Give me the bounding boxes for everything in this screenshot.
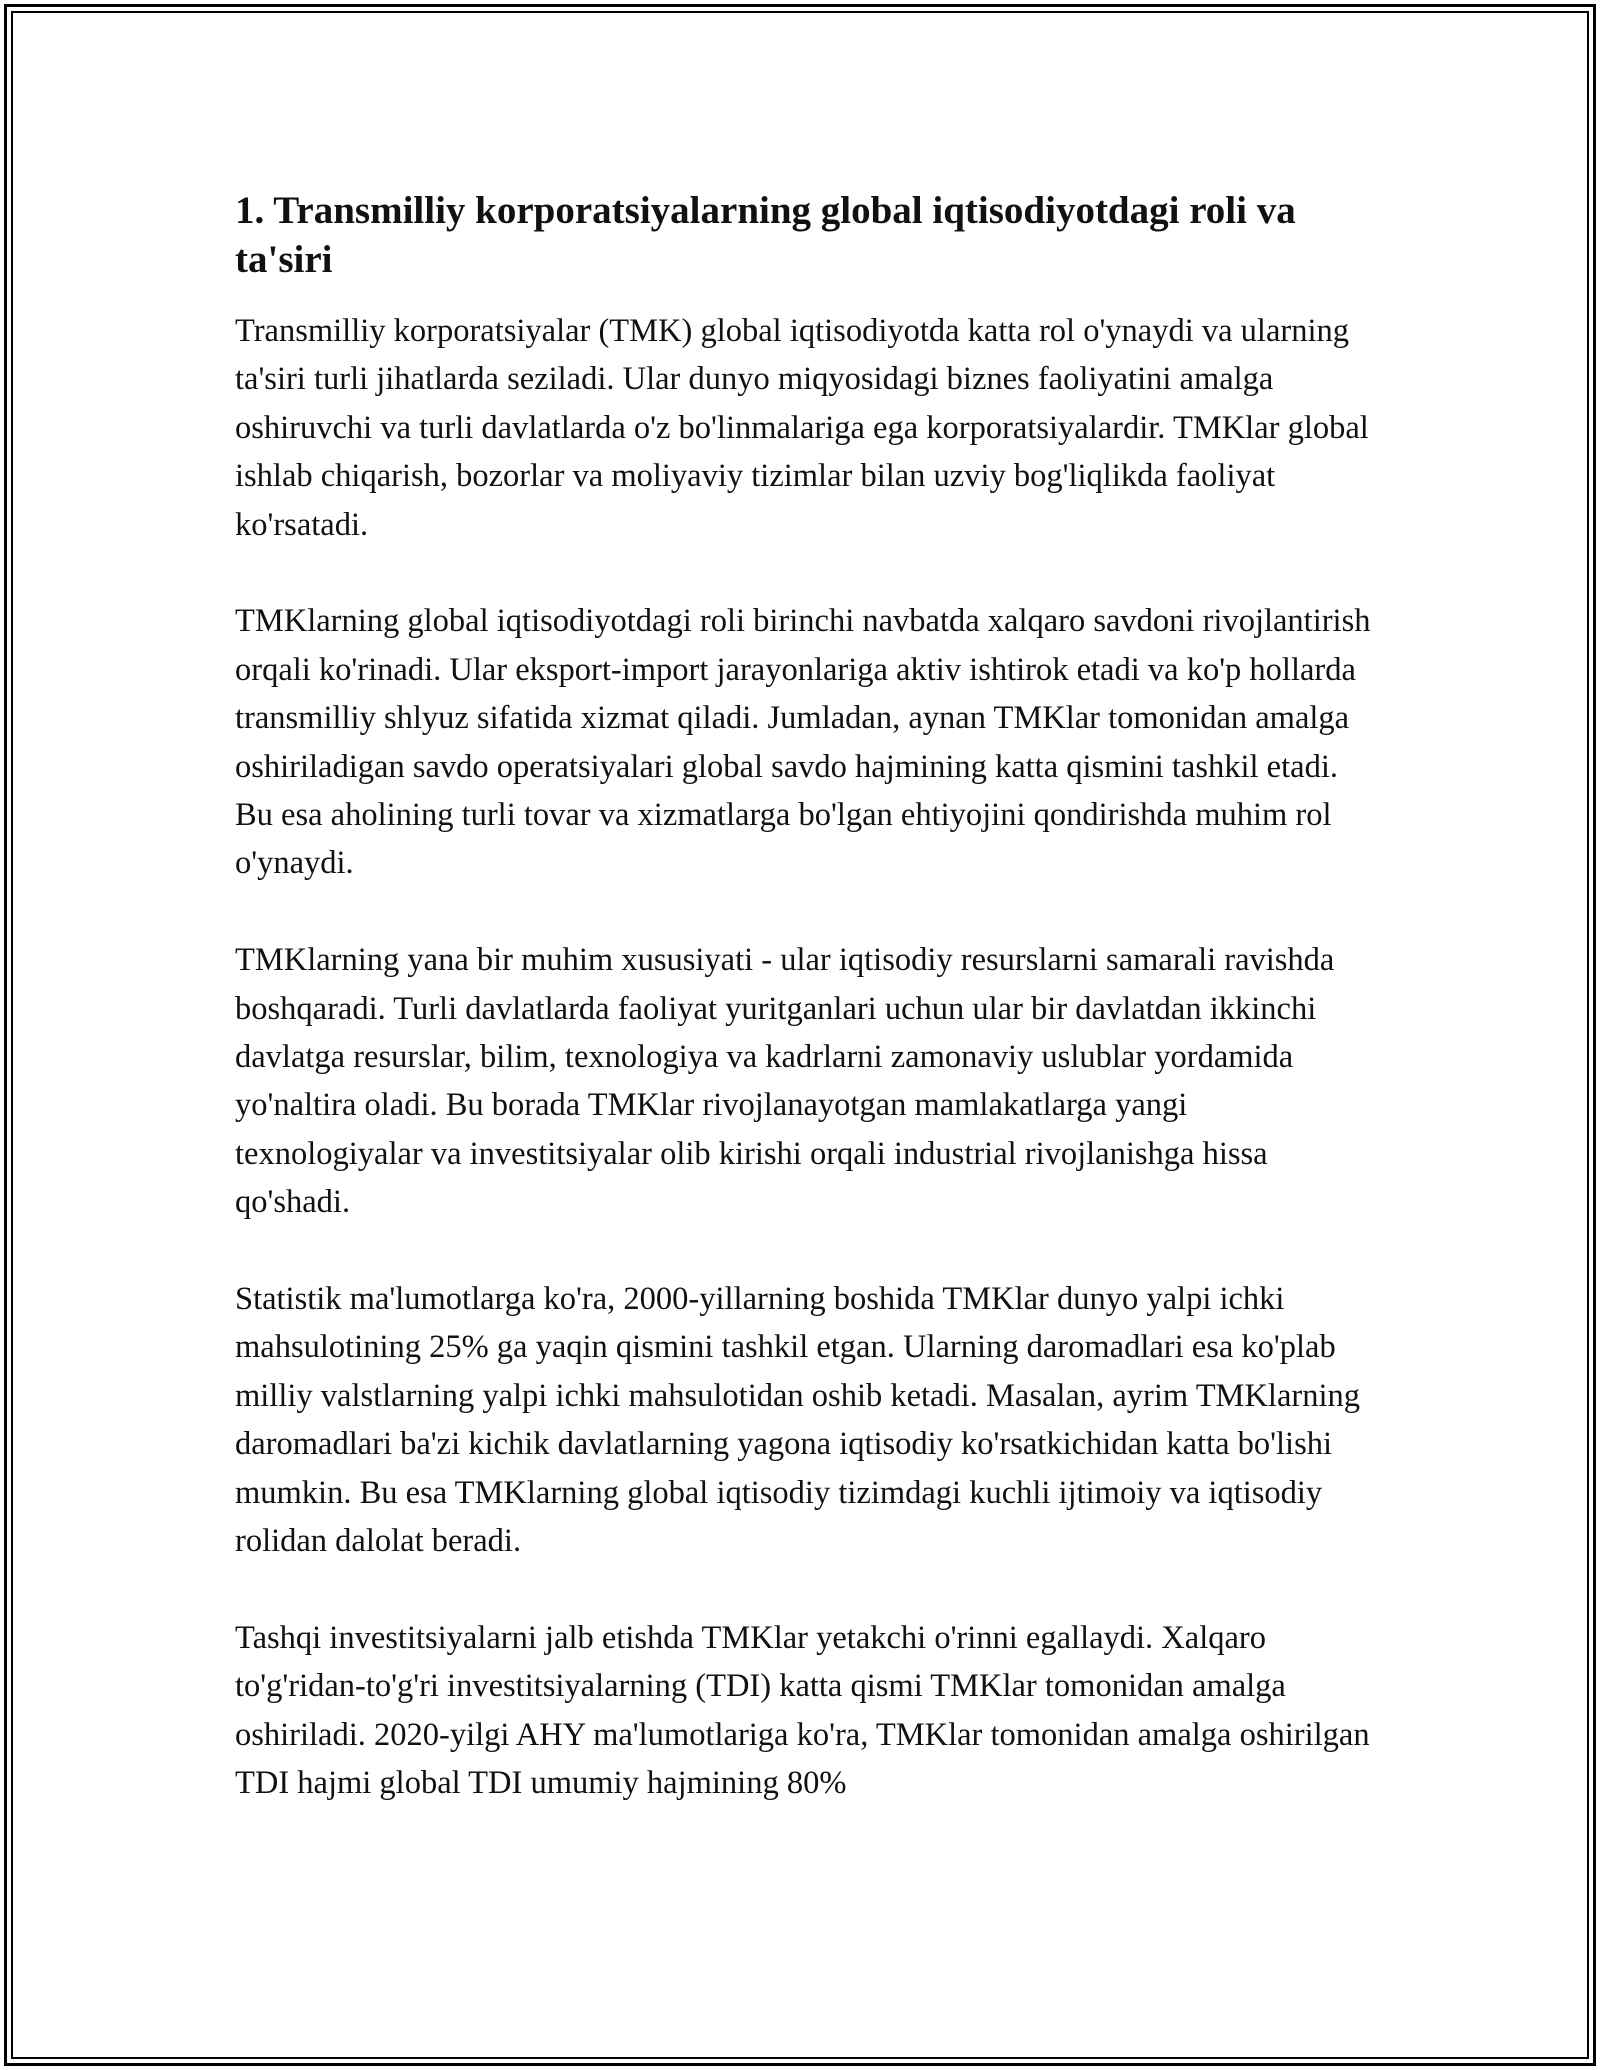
paragraph-1: Transmilliy korporatsiyalar (TMK) global iqtisodiyotda katta rol o'ynaydi va ularning ta'siri turli jihatlarda seziladi. Ular dunyo miqyosidagi biznes faoliyatini amalga oshiruvchi va turli davlatlarda o'z bo'linmalariga ega korporatsiyalardir. TMKlar global ishlab chiqarish, bozorlar va moliyaviy tizimlar bilan uzviy bog'liqlikda faoliyat ko'rsatadi. <box>235 313 1369 543</box>
section-heading: 1. Transmilliy korporatsiyalarning global iqtisodiyotdagi roli va ta'siri <box>235 189 1296 281</box>
paragraph-2: TMKlarning global iqtisodiyotdagi roli birinchi navbatda xalqaro savdoni rivojlantirish orqali ko'rinadi. Ular eksport-import jarayonlariga aktiv ishtirok etadi va ko'p hollarda transmilliy shlyuz sifatida xizmat qiladi. Jumladan, aynan TMKlar tomonidan amalga oshiriladigan savdo operatsiyalari global savdo hajmining katta qismini tashkil etadi. Bu esa aholining turli tovar va xizmatlarga bo'lgan ehtiyojini qondirishda muhim rol o'ynaydi. <box>235 603 1371 882</box>
paragraph-4: Statistik ma'lumotlarga ko'ra, 2000-yillarning boshida TMKlar dunyo yalpi ichki mahsulotining 25% ga yaqin qismini tashkil etgan. Ularning daromadlari esa ko'plab milliy valstlarning yalpi ichki mahsulotidan oshib ketadi. Masalan, ayrim TMKlarning daromadlari ba'zi kichik davlatlarning yagona iqtisodiy ko'rsatkichidan katta bo'lishi mumkin. Bu esa TMKlarning global iqtisodiy tizimdagi kuchli ijtimoiy va iqtisodiy rolidan dalolat beradi. <box>235 1281 1360 1560</box>
paragraph-3: TMKlarning yana bir muhim xususiyati - ular iqtisodiy resurslarni samarali ravishda boshqaradi. Turli davlatlarda faoliyat yuritganlari uchun ular bir davlatdan ikkinchi davlatga resurslar, bilim, texnologiya va kadrlarni zamonaviy uslublar yordamida yo'naltira oladi. Bu borada TMKlar rivojlanayotgan mamlakatlarga yangi texnologiyalar va investitsiyalar olib kirishi orqali industrial rivojlanishga hissa qo'shadi. <box>235 942 1335 1221</box>
paragraph-5: Tashqi investitsiyalarni jalb etishda TMKlar yetakchi o'rinni egallaydi. Xalqaro to'g'ridan-to'g'ri investitsiyalarning (TDI) katta qismi TMKlar tomonidan amalga oshiriladi. 2020-yilgi AHY ma'lumotlariga ko'ra, TMKlar tomonidan amalga oshirilgan TDI hajmi global TDI umumiy hajmining 80% <box>235 1619 1370 1802</box>
document-body <box>235 186 1380 1808</box>
